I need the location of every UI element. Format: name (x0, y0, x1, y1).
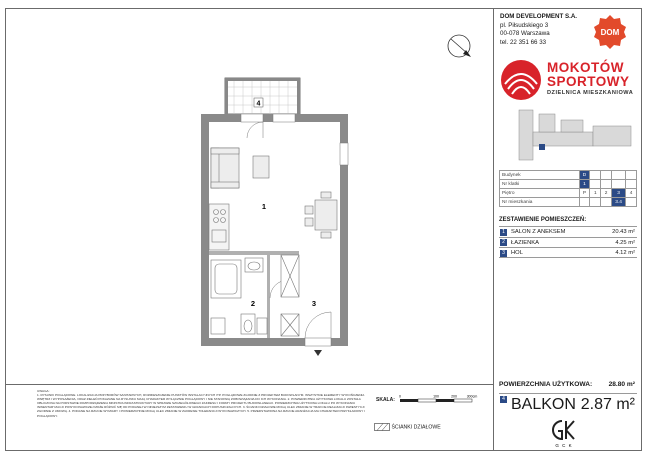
legend-walls-text: ŚCIANKI DZIAŁOWE (391, 424, 441, 431)
apartment-label: Nr mieszkania (500, 198, 580, 207)
floor-option-selected: 3 (612, 189, 626, 198)
wardrobe (281, 255, 299, 297)
plan-label-2: 2 (250, 299, 256, 308)
legend-walls (374, 423, 441, 431)
location-table (499, 170, 637, 207)
building-value: D (579, 171, 590, 180)
brand-line-1: MOKOTÓW (547, 60, 624, 75)
floor-option: P (579, 189, 590, 198)
balcony-row (499, 393, 637, 413)
developer-city: 00-078 Warszawa (500, 30, 550, 38)
room-name: HOL (511, 250, 523, 256)
rooms-list (499, 226, 637, 258)
brand-line-2: SPORTOWY (547, 74, 630, 89)
scale-tick-300: 300cm (466, 394, 478, 399)
scale-tick-0: 0 (399, 394, 401, 399)
disclaimer-body: 1. RYSUNKI POGLĄDOWE. LOKALIZACJA PRZYBORÓW SANITARNYCH, ROZMIESZCZENIE PUNKTÓW INSTALACYJNYCH ITP. POGLĄDOWE ZGODNIE Z PROJEKTEM BUDOWLANYM. WSZYSTKIE ELEMENTY WYKOŃCZENIA WNĘTRZ I WYPOSAŻENIA, ORAZ ZIELEŃ POKAZANE NA RYSUNKU MAJĄ CHARAKTER WYŁĄCZNIE POGLĄDOWY I NIE STANOWIĄ ZOBOWIĄZANIA DO ICH WYKONANIA. 2. POWIERZCHNIA UŻYTKOWA LOKALU ZOSTAŁA OBLICZONA NA PODSTAWIE ROZPORZĄDZENIA MINISTRA INFRASTRUKTURY W SPRAWIE SZCZEGÓŁOWEGO ZAKRESU I FORMY PROJEKTU BUDOWLANEGO. POWIERZCHNIA UŻYTKOWA LOKALU PO WYKONANIU INWENTARYZACJI POWYKONAWCZEJ MOŻE RÓŻNIĆ SIĘ OD PODANEJ W NINIEJSZYM ZESTAWIENIU W GRANICACH DOPUSZCZALNYCH. 3. ŚCIANKI DZIAŁOWE MOGĄ ULEC ZMIANIE W TRAKCIE REALIZACJI INWESTYCJI ZGODNIE Z UMOWĄ. 4. PODANE NA RZUCIE WYMIARY I POWIERZCHNIE MOGĄ ULEC ZMIANIE W ZAKRESIE TOLERANCJI WYKONAWCZYCH. 5. PRZEDSTAWIONA NA RZUCIE ARANŻACJA MA CHARAKTER PRZYKŁADOWY I POGLĄDOWY. (37, 393, 365, 418)
stair-value: 1 (579, 180, 590, 189)
developer-name: DOM DEVELOPMENT S.A. (500, 13, 578, 20)
gck-letters: G C K (555, 443, 573, 448)
room-area: 20.43 m² (612, 229, 635, 235)
total-area (499, 381, 637, 391)
disclaimer-title: UWAGA: (37, 389, 50, 393)
room-name: SALON Z ANEKSEM (511, 229, 566, 235)
developer-info (500, 13, 577, 47)
dom-logo-text: DOM (600, 28, 620, 37)
balcony-area: 2.87 m² (580, 396, 635, 413)
total-area-label: POWIERZCHNIA UŻYTKOWA: (499, 381, 593, 388)
plan-label-1: 1 (261, 202, 267, 211)
hatched-swatch-icon (374, 423, 390, 431)
balcony-number: 4 (500, 396, 507, 403)
stair-label: Nr klatki (500, 180, 580, 189)
disclaimer-text (37, 389, 367, 418)
floor-label: Piętro (500, 189, 580, 198)
sofa (211, 148, 269, 188)
stadium-logo-icon (499, 58, 543, 102)
dining-table (305, 192, 337, 238)
info-panel (493, 8, 642, 451)
room-area: 4.25 m² (615, 239, 635, 246)
room-area: 4.12 m² (615, 250, 635, 256)
room-number: 2 (500, 239, 507, 246)
room-number: 1 (500, 229, 507, 236)
room-row (499, 237, 637, 248)
scale-tick-100: 100 (433, 394, 439, 399)
north-arrow-icon (448, 35, 471, 57)
apartment-value: 3.4 (612, 198, 626, 207)
plan-label-3: 3 (311, 299, 317, 308)
notes-strip (5, 384, 493, 451)
building-label: Budynek (500, 171, 580, 180)
floor-plan (5, 8, 493, 384)
gck-logo (549, 418, 579, 448)
developer-street: pl. Piłsudskiego 3 (500, 21, 549, 29)
key-plan (499, 106, 637, 166)
project-brand (499, 58, 637, 104)
scale-bar (398, 393, 478, 407)
total-area-value: 28.80 m² (608, 381, 635, 388)
brand-line-3: DZIELNICA MIESZKANIOWA (547, 90, 634, 96)
balcony (225, 78, 300, 114)
scale-label: SKALA: (376, 397, 395, 403)
balcony-name: BALKON (511, 396, 576, 413)
floor-option: 2 (601, 189, 612, 198)
room-name: ŁAZIENKA (511, 239, 540, 246)
room-number: 3 (500, 250, 507, 257)
floor-option: 4 (626, 189, 637, 198)
plan-label-4: 4 (256, 100, 261, 108)
rooms-title: ZESTAWIENIE POMIESZCZEŃ: (499, 217, 587, 223)
developer-phone: tel. 22 351 66 33 (500, 38, 547, 46)
floor-option: 1 (590, 189, 601, 198)
scale-tick-200: 200 (451, 394, 457, 399)
dom-logo (592, 14, 628, 50)
kitchen-counter (209, 204, 229, 250)
room-row (499, 226, 637, 237)
room-row (499, 247, 637, 258)
